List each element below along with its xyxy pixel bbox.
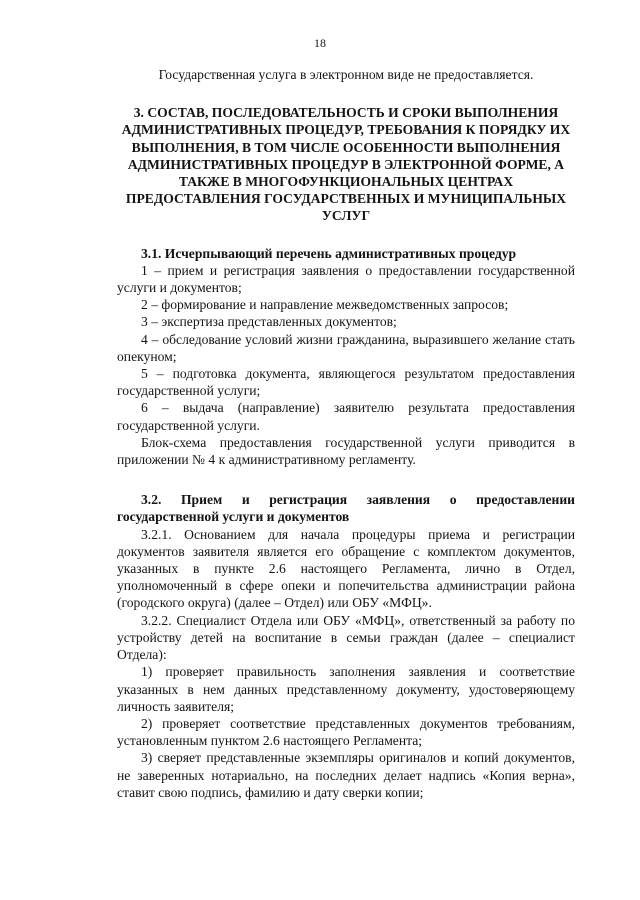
page-content — [117, 66, 575, 801]
procedure-item: 3 – экспертиза представленных документов; — [141, 314, 397, 330]
procedure-item: 1 – прием и регистрация заявления о предоставлении государственной услуги и документов; — [117, 262, 575, 296]
body-paragraph: 1) проверяет правильность заполнения заявления и соответствие указанных в нем данных представленному документу, удостоверяющему личность заявителя; — [117, 664, 575, 714]
subsection-2-title: 3.2. Прием и регистрация заявления о предоставлении государственной услуги и документов — [117, 492, 575, 525]
subsection-1-title: 3.1. Исчерпывающий перечень административных процедур — [141, 245, 517, 261]
body-paragraph: 3.2.1. Основанием для начала процедуры приема и регистрации документов заявителя является его обращение с комплектом документов, указанных в пункте 2.6 настоящего Регламента, лично в Отдел, уполномоченный в сфере опеки и попечительства администрации района (городского округа) (далее – Отдел) или ОБУ «МФЦ». — [117, 526, 575, 611]
flowchart-note: Блок-схема предоставления государственной услуги приводится в приложении № 4 к административному регламенту. — [117, 434, 575, 468]
page-number: 18 — [314, 36, 326, 50]
section-heading: 3. СОСТАВ, ПОСЛЕДОВАТЕЛЬНОСТЬ И СРОКИ ВЫПОЛНЕНИЯ АДМИНИСТРАТИВНЫХ ПРОЦЕДУР, ТРЕБОВАНИЯ К ПОРЯДКУ ИХ ВЫПОЛНЕНИЯ, В ТОМ ЧИСЛЕ ОСОБЕННОСТИ ВЫПОЛНЕНИЯ АДМИНИСТРАТИВНЫХ ПРОЦЕДУР В ЭЛЕКТРОННОЙ ФОРМЕ, А ТАКЖЕ В МНОГОФУНКЦИОНАЛЬНЫХ ЦЕНТРАХ ПРЕДОСТАВЛЕНИЯ ГОСУДАРСТВЕННЫХ И МУНИЦИПАЛЬНЫХ УСЛУГ — [121, 105, 571, 224]
procedure-item: 5 – подготовка документа, являющегося результатом предоставления государственной услуги; — [117, 366, 575, 399]
procedure-item: 4 – обследование условий жизни гражданина, выразившего желание стать опекуном; — [117, 331, 575, 364]
body-paragraph: 3) сверяет представленные экземпляры оригиналов и копий документов, не заверенных нотариально, на последних делает надпись «Копия верна», ставит свою подпись, фамилию и дату сверки копии; — [117, 750, 575, 800]
procedure-item: 2 – формирование и направление межведомственных запросов; — [141, 297, 509, 313]
intro-paragraph: Государственная услуга в электронном виде не предоставляется. — [158, 67, 534, 82]
procedure-item: 6 – выдача (направление) заявителю результата предоставления государственной услуги. — [117, 400, 575, 433]
body-paragraph: 3.2.2. Специалист Отдела или ОБУ «МФЦ», ответственный за работу по устройству детей на воспитание в семьи граждан (далее – специалист Отдела): — [117, 612, 575, 663]
body-paragraph: 2) проверяет соответствие представленных документов требованиям, установленным пунктом 2.6 настоящего Регламента; — [117, 715, 575, 749]
